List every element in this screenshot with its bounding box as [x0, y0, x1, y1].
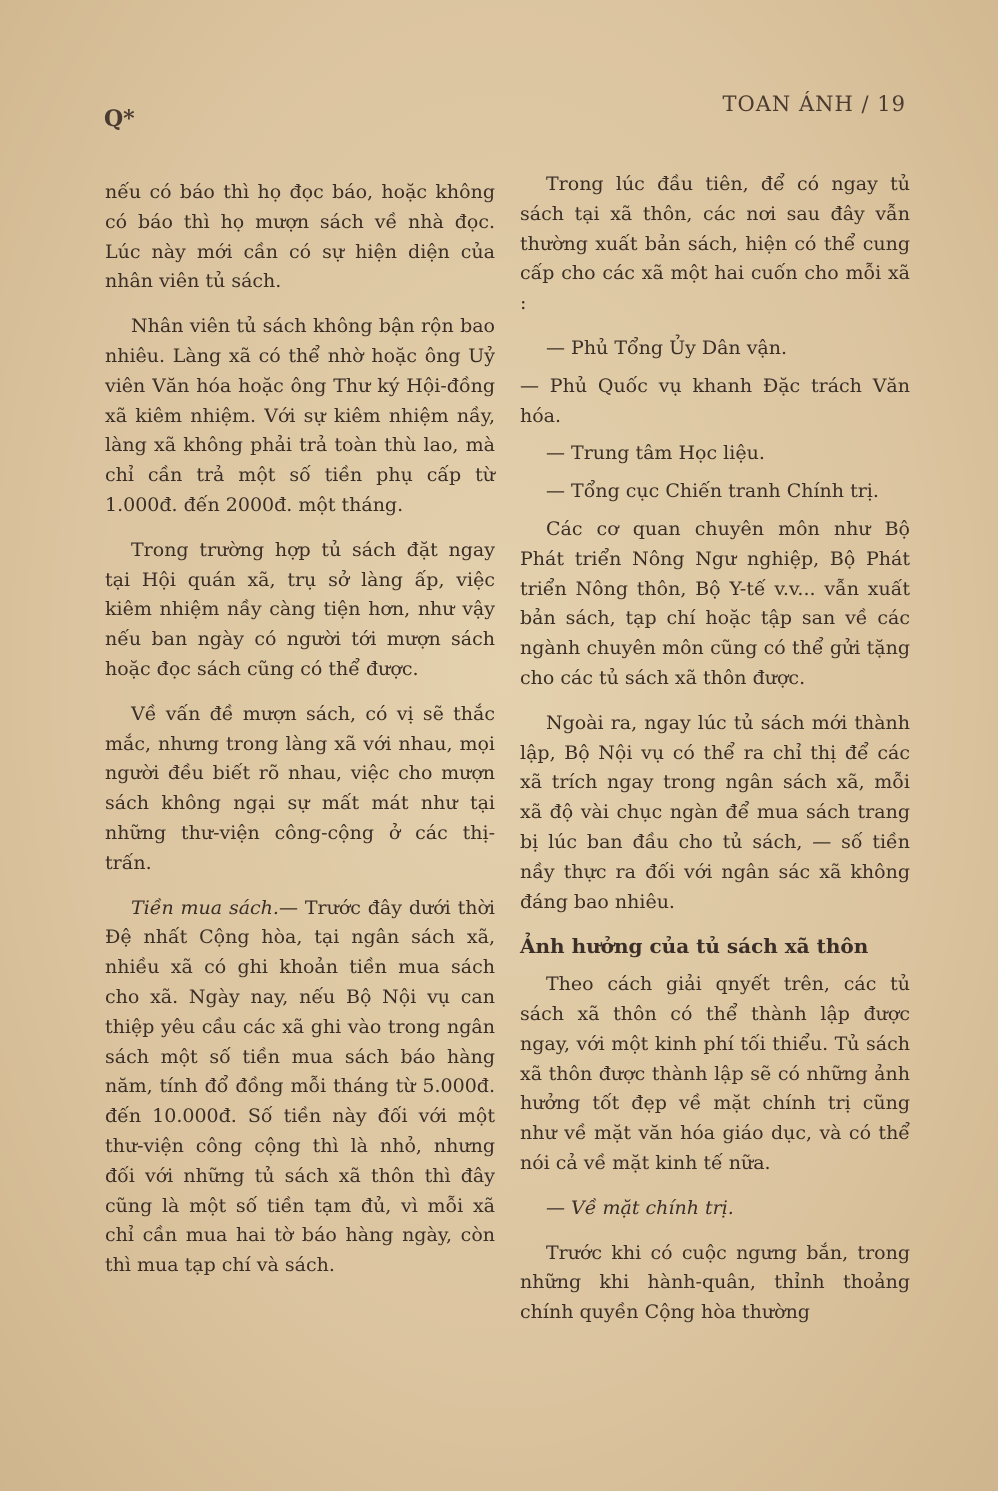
- paragraph: Theo cách giải qnyết trên, các tủ sách xã thôn có thể thành lập được ngay, với một kinh phí tối thiểu. Tủ sách xã thôn được thành lập sẽ có những ảnh hưởng tốt đẹp về mặt chính trị cũng như về mặt văn hóa giáo dục, và có thể nói cả về mặt kinh tế nữa.: [520, 973, 910, 1174]
- list-item: — Phủ Quốc vụ khanh Đặc trách Văn hóa.: [520, 374, 910, 427]
- paragraph: Nhân viên tủ sách không bận rộn bao nhiêu. Làng xã có thể nhờ hoặc ông Uỷ viên Văn hóa hoặc ông Thư ký Hội-đồng xã kiêm nhiệm. Với sự kiêm nhiệm nầy, làng xã không phải trả toàn thù lao, mà chỉ cần trả một số tiền phụ cấp từ 1.000đ. đến 2000đ. một tháng.: [105, 315, 495, 516]
- section-lead: Tiền mua sách.: [131, 896, 279, 919]
- paragraph-body: — Trước đây dưới thời Đệ nhất Cộng hòa, tại ngân sách xã, nhiều xã có ghi khoản tiền mua sách cho xã. Ngày nay, nếu Bộ Nội vụ can thiệp yêu cầu các xã ghi vào trong ngân sách một số tiền mua sách báo hàng năm, tính đổ đồng mỗi tháng từ 5.000đ. đến 10.000đ. Số tiền này đối với một thư-viện công cộng thì là nhỏ, nhưng đối với những tủ sách xã thôn thì đây cũng là một số tiền tạm đủ, vì mỗi xã chỉ cần mua hai tờ báo hàng ngày, còn thì mua tạp chí và sách.: [105, 896, 495, 1277]
- subheading: — Về mặt chính trị.: [546, 1196, 734, 1219]
- paragraph: Ngoài ra, ngay lúc tủ sách mới thành lập, Bộ Nội vụ có thể ra chỉ thị để các xã trích ngay trong ngân sách xã, mỗi xã độ vài chục ngàn để mua sách trang bị lúc ban đầu cho tủ sách, — số tiền nầy thực ra đối với ngân sác xã không đáng bao nhiêu.: [520, 711, 910, 913]
- list-item: — Tổng cục Chiến tranh Chính trị.: [546, 480, 879, 503]
- right-column: [520, 170, 910, 1343]
- paragraph: Trong trường hợp tủ sách đặt ngay tại Hội quán xã, trụ sở làng ấp, việc kiêm nhiệm nầy càng tiện hơn, như vậy nếu ban ngày có người tới mượn sách hoặc đọc sách cũng có thể được.: [105, 538, 495, 680]
- left-column: [105, 178, 495, 1296]
- list-item: — Phủ Tổng Ủy Dân vận.: [546, 336, 788, 359]
- running-head: TOAN ÁNH / 19: [722, 92, 906, 116]
- paragraph: nếu có báo thì họ đọc báo, hoặc không có báo thì họ mượn sách về nhà đọc. Lúc này mới cần có sự hiện diện của nhân viên tủ sách.: [105, 181, 495, 293]
- paragraph: Trong lúc đầu tiên, để có ngay tủ sách tại xã thôn, các nơi sau đây vẫn thường xuất bản sách, hiện có thể cung cấp cho các xã một hai cuốn cho mỗi xã :: [520, 173, 910, 315]
- paragraph: [105, 894, 495, 1281]
- paragraph: Trước khi có cuộc ngưng bắn, trong những khi hành-quân, thỉnh thoảng chính quyền Cộng hòa thường: [520, 1241, 910, 1324]
- paragraph: Các cơ quan chuyên môn như Bộ Phát triển Nông Ngư nghiệp, Bộ Phát triển Nông thôn, Bộ Y-tế v.v... vẫn xuất bản sách, tạp chí hoặc tập san về các ngành chuyên môn cũng có thể gửi tặng cho các tủ sách xã thôn được.: [520, 517, 910, 689]
- section-heading: Ảnh hưởng của tủ sách xã thôn: [520, 934, 869, 959]
- paragraph: Về vấn đề mượn sách, có vị sẽ thắc mắc, nhưng trong làng xã với nhau, mọi người đều biết rõ nhau, việc cho mượn sách không ngại sự mất mát như tại những thư-viện công-cộng ở các thị-trấn.: [105, 702, 495, 874]
- list-item: — Trung tâm Học liệu.: [546, 442, 765, 465]
- page-mark: Q*: [104, 106, 135, 132]
